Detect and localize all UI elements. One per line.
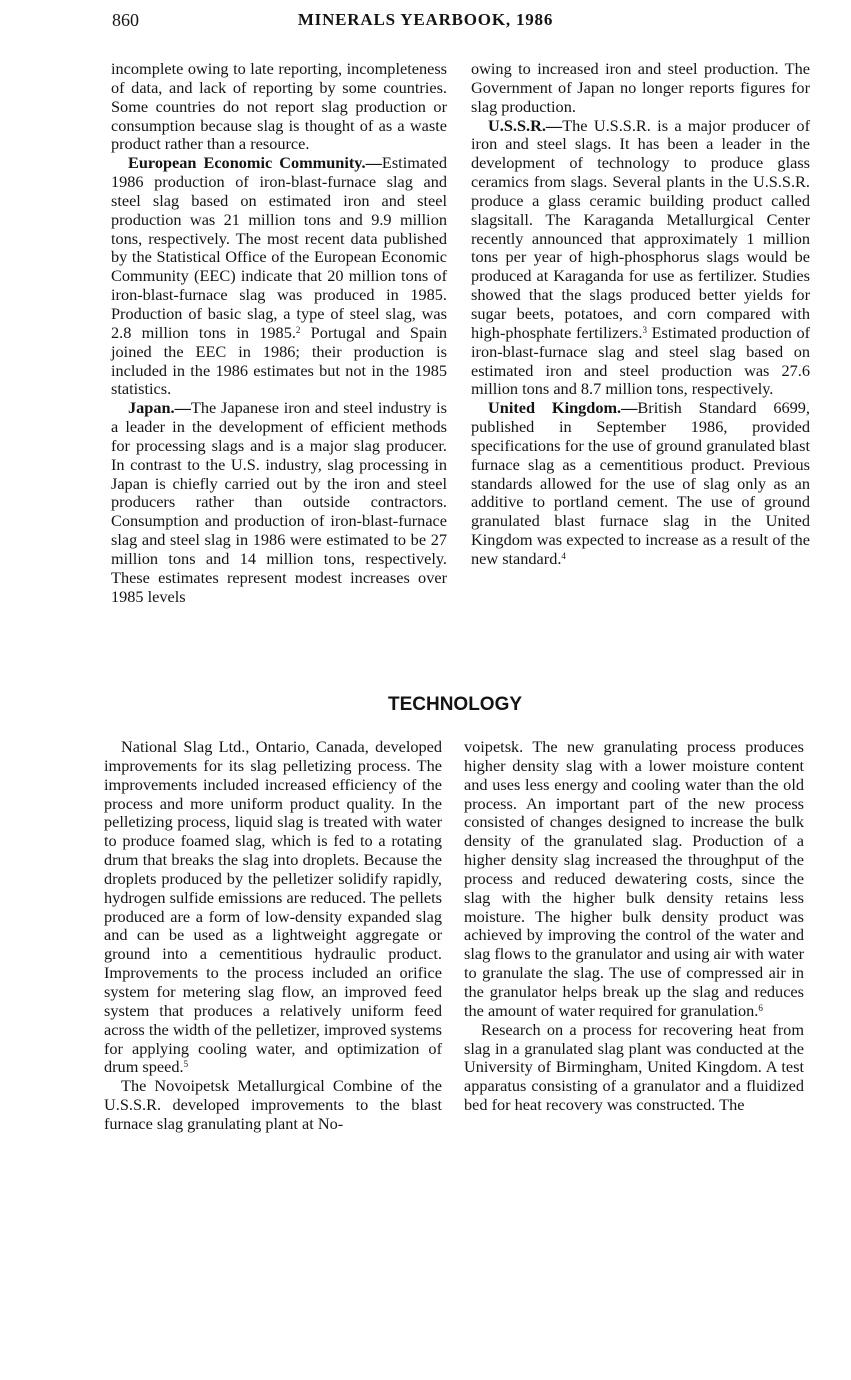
footnote-ref: 5 — [183, 1059, 189, 1070]
paragraph-text: Research on a process for recovering heat from slag in a granulated slag plant was conducted at the University of Birmingham, United Kingdom. A test apparatus consisting of a granulator and a fluidized bed for heat recovery was constructed. The — [464, 1019, 804, 1115]
paragraph-lead: European Economic Community.— — [128, 153, 382, 173]
paragraph-continued — [464, 738, 804, 1021]
paragraph-text: voipetsk. The new granulating process produces higher density slag with a lower moisture content and uses less energy and cooling water than the old process. An important part of the new process consisted of changes designed to increase the bulk density of the granulated slag. Production of a higher density slag increased the throughput of the process and reduced dewatering costs, since the slag with the higher bulk density retains less moisture. The higher bulk density product was achieved by improving the control of the water and slag flows to the granulator and using air with water to granulate the slag. The use of compressed air in the granulator helps break up the slag and reduces the amount of water required for granulation. — [464, 737, 804, 1020]
paragraph-text: British Standard 6699, published in September 1986, provided specifications for the use of ground granulated blast furnace slag as a cementitious product. Previous standards allowed for the use of slag only as an additive to portland cement. The use of ground granulated blast furnace slag in the United Kingdom was expected to increase as a result of the new standard. — [471, 398, 810, 568]
paragraph-uk — [471, 399, 810, 569]
paragraph-continued — [471, 60, 810, 117]
paragraph-national-slag — [104, 738, 442, 1077]
paragraph-text: National Slag Ltd., Ontario, Canada, developed improvements for its slag pelletizing process. The improvements included increased efficiency of the process and more uniform product quality. In the pelletizing process, liquid slag is treated with water to produce foamed slag, which is fed to a rotating drum that breaks the slag into droplets. Because the droplets produced by the pelletizer solidify rapidly, hydrogen sulfide emissions are reduced. The pellets produced are a form of low-density expanded slag and can be used as a lightweight aggregate or ground into a cementitious hydraulic product. Improvements to the process included an orifice system for metering slag flow, an improved feed system that produces a relatively uniform feed across the width of the pelletizer, improved systems for applying cooling water, and optimization of drum speed. — [104, 737, 442, 1077]
footnote-ref: 4 — [561, 550, 566, 561]
page-header — [0, 10, 851, 34]
paragraph-text: The Novoipetsk Metallurgical Combine of the U.S.S.R. developed improvements to the blast furnace slag granulating plant at No- — [104, 1076, 442, 1133]
footnote-ref: 6 — [758, 1002, 763, 1013]
paragraph-japan — [111, 399, 447, 606]
paragraph-lead: U.S.S.R.— — [488, 115, 563, 135]
upper-right-column — [471, 60, 810, 569]
paragraph-lead: Japan.— — [128, 398, 191, 418]
page-number: 860 — [112, 10, 139, 30]
section-heading: TECHNOLOGY — [387, 694, 523, 715]
paragraph-text: The U.S.S.R. is a major producer of iron and steel slags. It has been a leader in the development of technology to produce glass ceramics from slags. Several plants in the U.S.S.R. produce a glass ceramic building product called slagsitall. The Karaganda Metallurgical Center recently announced that approximately 1 million tons per year of high-phosphorus slags would be produced at Karaganda for use as fertilizer. Studies showed that the slags produced better yields for sugar beets, potatoes, and corn compared with high-phosphate fertilizers. — [471, 115, 810, 342]
paragraph-heat-recovery — [464, 1021, 804, 1115]
paragraph-novoipetsk — [104, 1077, 442, 1134]
running-title: MINERALS YEARBOOK, 1986 — [297, 10, 554, 29]
paragraph-lead: United Kingdom.— — [488, 398, 638, 418]
paragraph-text: The Japanese iron and steel industry is a leader in the development of efficient methods for processing slags and is a major slag producer. In contrast to the U.S. industry, slag processing in Japan is chiefly carried out by the iron and steel producers rather than outside contractors. Consumption and production of iron-blast-furnace slag and steel slag in 1986 were estimated to be 27 million tons and 14 million tons, respectively. These estimates represent modest increases over 1985 levels — [111, 398, 447, 606]
paragraph-text: Estimated 1986 production of iron-blast-furnace slag and steel slag based on estimated iron and steel production was 21 million tons and 9.9 million tons, respectively. The most recent data published by the Statistical Office of the European Economic Community (EEC) indicate that 20 million tons of iron-blast-furnace slag was produced in 1985. Production of basic slag, a type of steel slag, was 2.8 million tons in 1985. — [111, 153, 447, 342]
lower-left-column — [104, 738, 442, 1134]
paragraph-text: incomplete owing to late reporting, incompleteness of data, and lack of reporting by some countries. Some countries do not report slag production or consumption because slag is thought of as a waste product rather than a resource. — [111, 59, 447, 154]
footnote-ref: 2 — [295, 324, 301, 335]
paragraph-text: Estimated production of iron-blast-furnace slag and steel slag based on estimated iron and steel production was 27.6 million tons and 8.7 million tons, respectively. — [471, 322, 811, 399]
footnote-ref: 3 — [642, 324, 647, 335]
paragraph-continued — [111, 60, 447, 154]
paragraph-ussr — [471, 117, 810, 400]
upper-left-column — [111, 60, 447, 606]
paragraph-text: owing to increased iron and steel production. The Government of Japan no longer reports figures for slag production. — [471, 59, 810, 116]
paragraph-text: Portugal and Spain joined the EEC in 1986; their production is included in the 1986 estimates but not in the 1985 statistics. — [111, 322, 447, 399]
paragraph-eec — [111, 154, 447, 399]
lower-right-column — [464, 738, 804, 1115]
